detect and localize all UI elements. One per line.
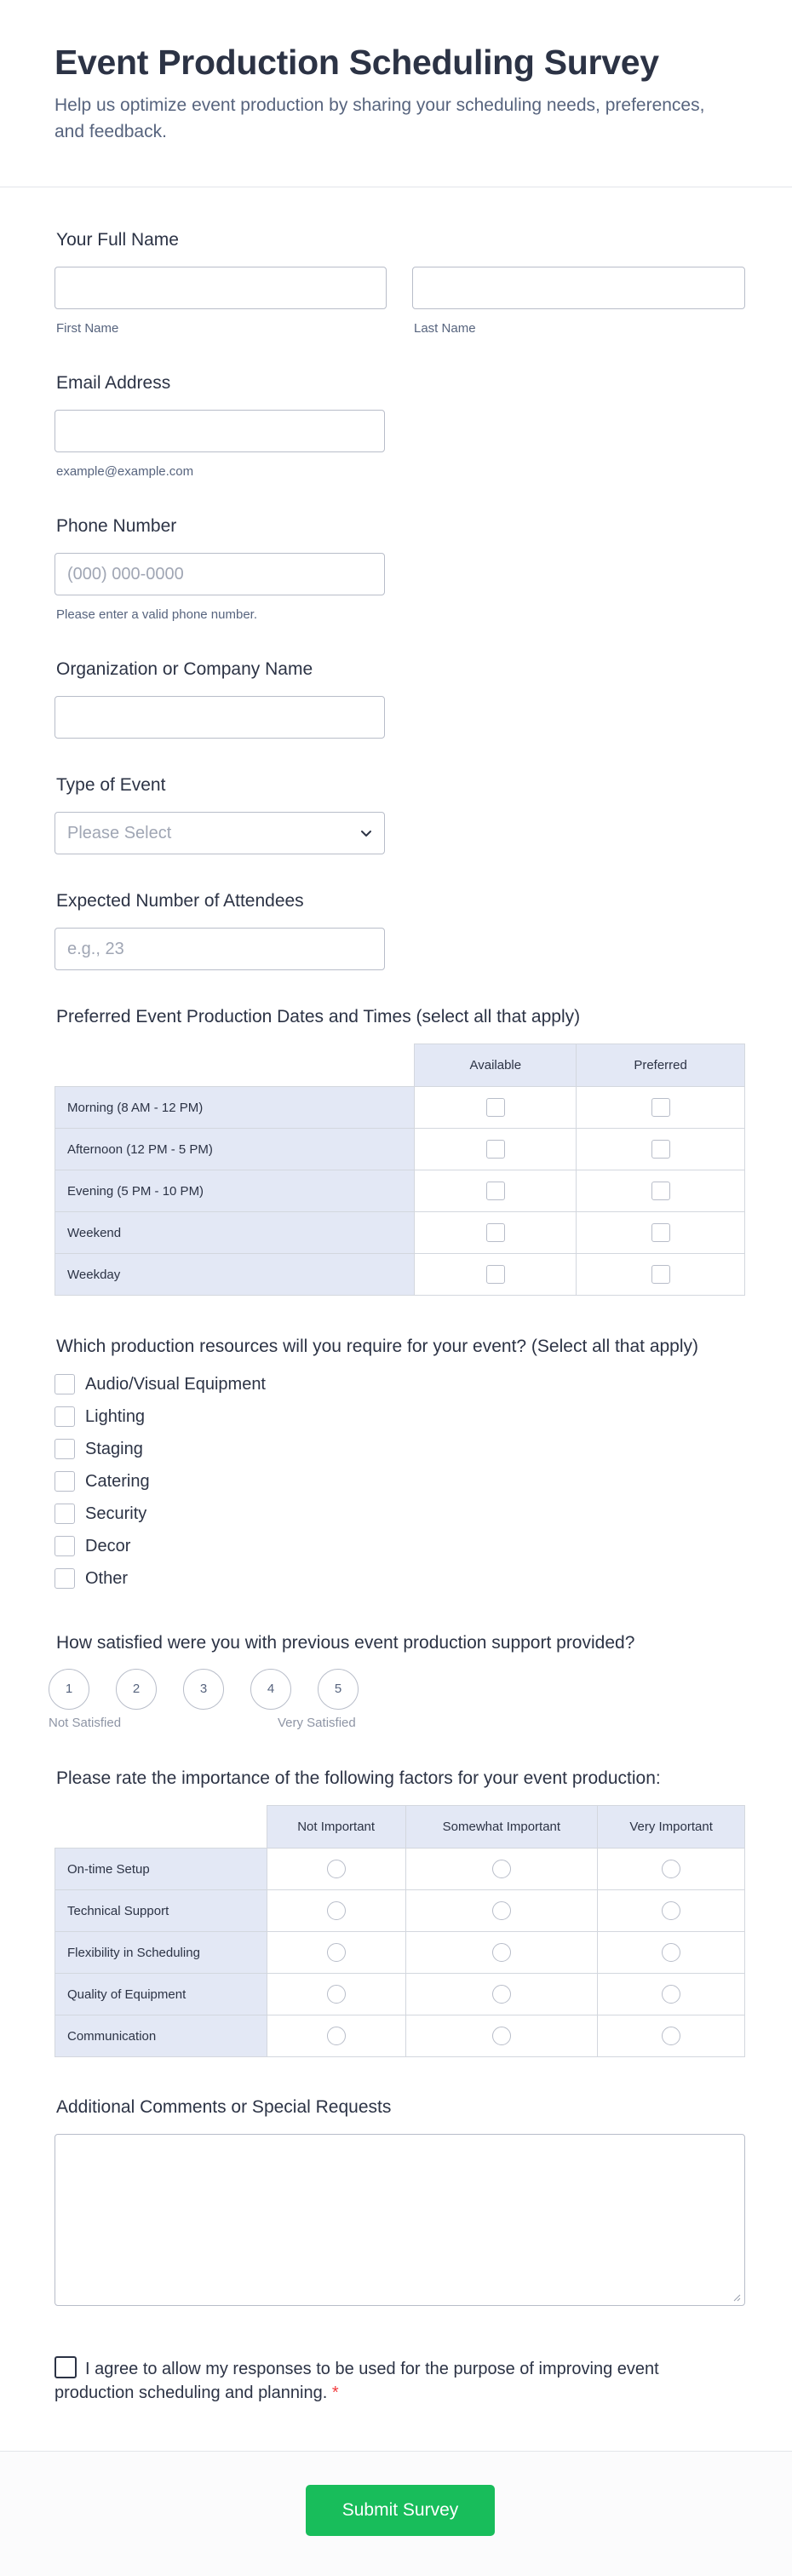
matrix-cell <box>598 1974 745 2015</box>
checkbox[interactable] <box>486 1182 505 1200</box>
option-label: Audio/Visual Equipment <box>85 1374 266 1394</box>
row-label: Morning (8 AM - 12 PM) <box>55 1087 415 1129</box>
importance-label: Please rate the importance of the following factors for your event production: <box>56 1768 661 1788</box>
row-label: Evening (5 PM - 10 PM) <box>55 1170 415 1212</box>
row-label: Communication <box>55 2015 267 2057</box>
table-row <box>55 1849 745 1890</box>
checkbox[interactable] <box>651 1140 670 1159</box>
matrix-cell <box>267 1932 405 1974</box>
chevron-down-icon <box>359 825 374 841</box>
matrix-cell <box>267 1890 405 1932</box>
email-label: Email Address <box>56 373 171 393</box>
row-label: Technical Support <box>55 1890 267 1932</box>
resource-option[interactable] <box>55 1470 150 1492</box>
matrix-cell <box>415 1254 577 1296</box>
option-label: Staging <box>85 1439 143 1458</box>
checkbox[interactable] <box>55 1568 75 1589</box>
resize-handle-icon[interactable] <box>732 2293 741 2302</box>
event-type-label: Type of Event <box>56 775 166 795</box>
option-label: Catering <box>85 1471 150 1491</box>
matrix-cell <box>405 1890 598 1932</box>
resource-option[interactable] <box>55 1567 128 1590</box>
matrix-cell <box>577 1170 745 1212</box>
radio-button[interactable] <box>492 1901 511 1920</box>
option-label: Lighting <box>85 1406 146 1426</box>
checkbox[interactable] <box>651 1098 670 1117</box>
consent-field <box>55 2356 702 2405</box>
importance-matrix <box>55 1805 745 2057</box>
checkbox[interactable] <box>55 1406 75 1427</box>
form-title: Event Production Scheduling Survey <box>55 43 659 82</box>
matrix-cell <box>405 1932 598 1974</box>
matrix-cell <box>577 1129 745 1170</box>
form-footer <box>0 2451 792 2576</box>
matrix-cell <box>405 1849 598 1890</box>
row-label: Weekday <box>55 1254 415 1296</box>
consent-text: I agree to allow my responses to be used for the purpose of improving event production scheduling and planning. <box>55 2360 659 2402</box>
phone-label: Phone Number <box>56 516 177 536</box>
column-header: Very Important <box>598 1806 745 1849</box>
form-subtitle: Help us optimize event production by sharing your scheduling needs, preferences, and feedback. <box>55 95 705 141</box>
option-label: Security <box>85 1504 147 1523</box>
radio-button[interactable] <box>327 1860 346 1878</box>
resource-option[interactable] <box>55 1406 145 1428</box>
resource-option[interactable] <box>55 1503 146 1525</box>
row-label: On-time Setup <box>55 1849 267 1890</box>
radio-button[interactable] <box>327 1901 346 1920</box>
column-header: Preferred <box>577 1044 745 1087</box>
dates-matrix <box>55 1044 745 1296</box>
resource-option[interactable] <box>55 1373 266 1395</box>
table-row <box>55 1890 745 1932</box>
radio-button[interactable] <box>662 2027 680 2045</box>
satisfaction-label: How satisfied were you with previous event production support provided? <box>56 1633 635 1653</box>
checkbox[interactable] <box>486 1140 505 1159</box>
checkbox[interactable] <box>486 1098 505 1117</box>
attendees-input[interactable] <box>55 928 385 970</box>
checkbox[interactable] <box>55 1374 75 1394</box>
checkbox[interactable] <box>651 1223 670 1242</box>
radio-button[interactable] <box>327 2027 346 2045</box>
table-row <box>55 1254 745 1296</box>
matrix-cell <box>577 1087 745 1129</box>
last-name-input[interactable] <box>412 267 745 309</box>
matrix-cell <box>598 1932 745 1974</box>
matrix-corner <box>55 1806 267 1849</box>
comments-label: Additional Comments or Special Requests <box>56 2097 392 2117</box>
table-row <box>55 1170 745 1212</box>
row-label: Flexibility in Scheduling <box>55 1932 267 1974</box>
rating-option-3[interactable]: 3 <box>183 1669 224 1710</box>
checkbox[interactable] <box>55 1504 75 1524</box>
submit-button[interactable]: Submit Survey <box>306 2485 495 2536</box>
row-label: Weekend <box>55 1212 415 1254</box>
matrix-cell <box>405 2015 598 2057</box>
table-row <box>55 1087 745 1129</box>
checkbox[interactable] <box>651 1182 670 1200</box>
table-row <box>55 1932 745 1974</box>
rating-low-label: Not Satisfied <box>49 1716 122 1730</box>
radio-button[interactable] <box>327 1943 346 1962</box>
column-header: Not Important <box>267 1806 405 1849</box>
option-label: Decor <box>85 1536 131 1555</box>
option-label: Other <box>85 1568 129 1588</box>
email-sublabel: example@example.com <box>56 464 194 479</box>
column-header: Somewhat Important <box>405 1806 598 1849</box>
resource-option[interactable] <box>55 1535 130 1557</box>
column-header: Available <box>415 1044 577 1087</box>
matrix-cell <box>415 1170 577 1212</box>
attendees-label: Expected Number of Attendees <box>56 891 304 911</box>
matrix-cell <box>598 2015 745 2057</box>
rating-high-label: Very Satisfied <box>278 1716 356 1730</box>
row-label: Quality of Equipment <box>55 1974 267 2015</box>
rating-option-5[interactable]: 5 <box>318 1669 359 1710</box>
matrix-cell <box>598 1849 745 1890</box>
rating-option-4[interactable]: 4 <box>250 1669 291 1710</box>
rating-option-1[interactable]: 1 <box>49 1669 89 1710</box>
table-row <box>55 2015 745 2057</box>
matrix-cell <box>267 1974 405 2015</box>
checkbox[interactable] <box>651 1265 670 1284</box>
required-asterisk: * <box>331 2383 339 2402</box>
radio-button[interactable] <box>662 1943 680 1962</box>
full-name-label: Your Full Name <box>56 230 179 250</box>
resources-label: Which production resources will you require for your event? (Select all that apply) <box>56 1337 699 1356</box>
matrix-cell <box>267 2015 405 2057</box>
dates-label: Preferred Event Production Dates and Times (select all that apply) <box>56 1007 581 1026</box>
phone-sublabel: Please enter a valid phone number. <box>56 607 257 622</box>
radio-button[interactable] <box>492 1860 511 1878</box>
form-header <box>0 0 792 187</box>
row-label: Afternoon (12 PM - 5 PM) <box>55 1129 415 1170</box>
matrix-cell <box>577 1254 745 1296</box>
radio-button[interactable] <box>492 1985 511 2004</box>
checkbox[interactable] <box>55 1439 75 1459</box>
radio-button[interactable] <box>327 1985 346 2004</box>
checkbox[interactable] <box>486 1265 505 1284</box>
checkbox[interactable] <box>55 1471 75 1492</box>
organization-input[interactable] <box>55 696 385 739</box>
radio-button[interactable] <box>662 1860 680 1878</box>
resource-option[interactable] <box>55 1438 143 1460</box>
rating-option-2[interactable]: 2 <box>116 1669 157 1710</box>
last-name-sublabel: Last Name <box>414 321 476 336</box>
matrix-cell <box>598 1890 745 1932</box>
table-row <box>55 1129 745 1170</box>
matrix-cell <box>415 1129 577 1170</box>
matrix-cell <box>415 1212 577 1254</box>
checkbox[interactable] <box>55 1536 75 1556</box>
matrix-corner <box>55 1044 415 1087</box>
table-row <box>55 1974 745 2015</box>
matrix-cell <box>405 1974 598 2015</box>
matrix-cell <box>415 1087 577 1129</box>
first-name-sublabel: First Name <box>56 321 119 336</box>
phone-input[interactable] <box>55 553 385 595</box>
radio-button[interactable] <box>492 1943 511 1962</box>
consent-checkbox[interactable] <box>55 2356 77 2378</box>
table-row <box>55 1212 745 1254</box>
first-name-input[interactable] <box>55 267 387 309</box>
email-input[interactable] <box>55 410 385 452</box>
organization-label: Organization or Company Name <box>56 659 313 679</box>
comments-textarea[interactable] <box>55 2134 745 2306</box>
matrix-cell <box>267 1849 405 1890</box>
event-type-selected: Please Select <box>67 824 172 842</box>
checkbox[interactable] <box>486 1223 505 1242</box>
matrix-cell <box>577 1212 745 1254</box>
event-type-select[interactable] <box>55 812 385 854</box>
radio-button[interactable] <box>662 1985 680 2004</box>
radio-button[interactable] <box>492 2027 511 2045</box>
radio-button[interactable] <box>662 1901 680 1920</box>
